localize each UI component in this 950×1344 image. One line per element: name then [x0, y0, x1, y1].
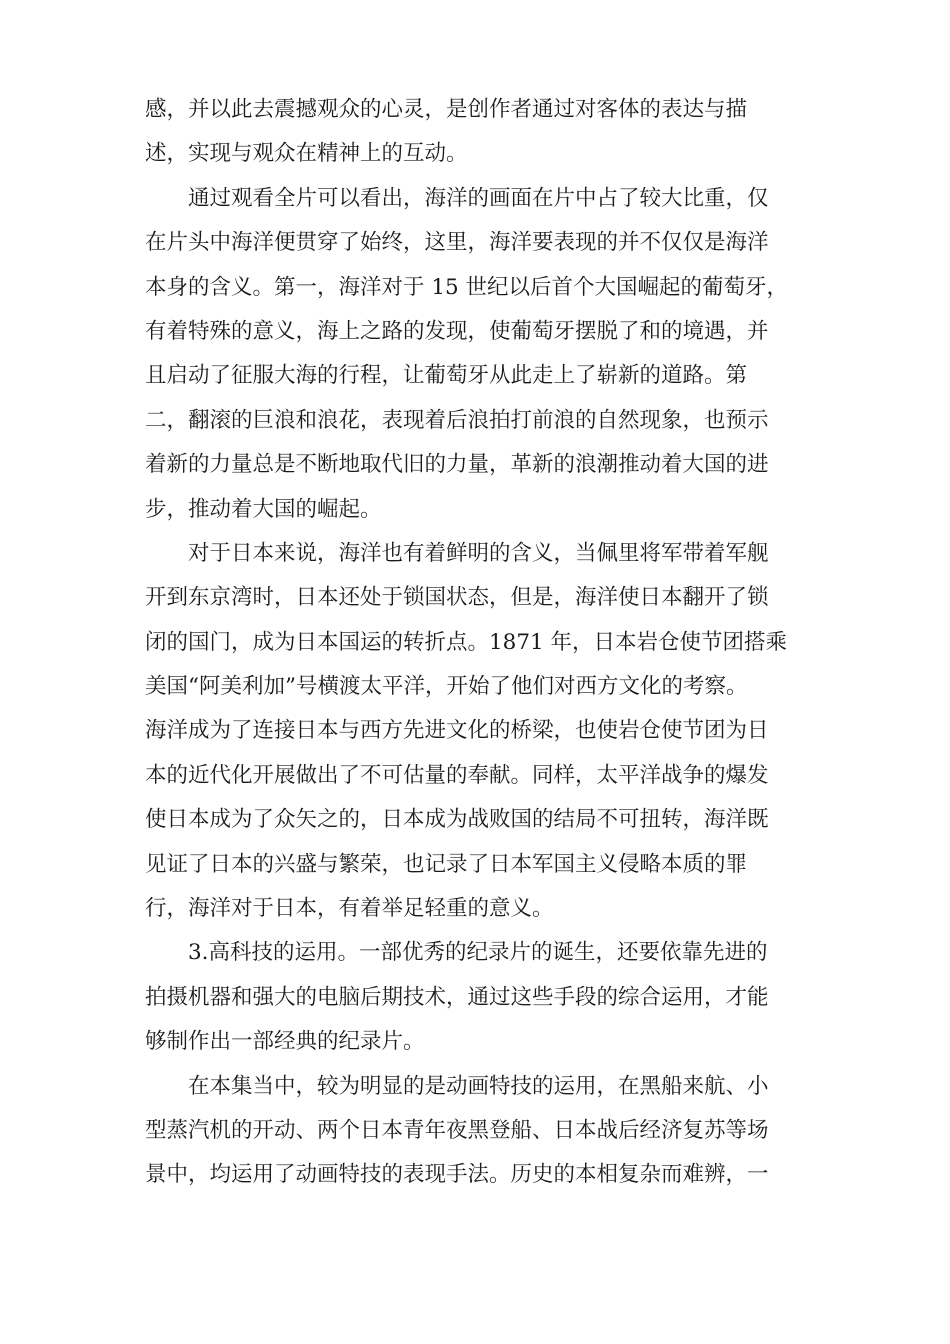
text-line: 够制作出一部经典的纪录片。: [145, 1029, 425, 1055]
text-line: 步，推动着大国的崛起。: [145, 496, 382, 522]
text-line: 对于日本来说，海洋也有着鲜明的含义，当佩里将军带着军舰: [188, 540, 769, 566]
text-line: 景中，均运用了动画特技的表现手法。历史的本相复杂而难辨，一: [145, 1162, 769, 1188]
text-line: 着新的力量总是不断地取代旧的力量，革新的浪潮推动着大国的进: [145, 452, 769, 478]
text-line: 美国“阿美利加”号横渡太平洋，开始了他们对西方文化的考察。: [145, 674, 748, 700]
paragraph-4: [145, 931, 800, 1064]
text-line: 有着特殊的意义，海上之路的发现，使葡萄牙摆脱了和的境遇，并: [145, 318, 769, 344]
text-line: 使日本成为了众矢之的，日本成为战败国的结局不可扭转，海洋既: [145, 807, 769, 833]
text-line: 且启动了征服大海的行程，让葡萄牙从此走上了崭新的道路。第: [145, 363, 748, 389]
text-line: 在片头中海洋便贯穿了始终，这里，海洋要表现的并不仅仅是海洋: [145, 230, 769, 256]
paragraph-2: [145, 177, 800, 532]
text-line: 3.高科技的运用。一部优秀的纪录片的诞生，还要依靠先进的: [188, 940, 768, 966]
body-text: [145, 88, 800, 1198]
paragraph-3: [145, 532, 800, 932]
text-line: 海洋成为了连接日本与西方先进文化的桥梁，也使岩仓使节团为日: [145, 718, 769, 744]
text-line: 通过观看全片可以看出，海洋的画面在片中占了较大比重，仅: [188, 185, 769, 211]
text-line: 本的近代化开展做出了不可估量的奉献。同样，太平洋战争的爆发: [145, 762, 769, 788]
text-line: 闭的国门，成为日本国运的转折点。1871 年，日本岩仓使节团搭乘: [145, 629, 788, 655]
text-line: 见证了日本的兴盛与繁荣，也记录了日本军国主义侵略本质的罪: [145, 851, 748, 877]
text-line: 感，并以此去震撼观众的心灵，是创作者通过对客体的表达与描: [145, 97, 748, 122]
text-line: 型蒸汽机的开动、两个日本青年夜黑登船、日本战后经济复苏等场: [145, 1117, 769, 1143]
paragraph-1: [145, 88, 800, 177]
text-line: 在本集当中，较为明显的是动画特技的运用，在黑船来航、小: [188, 1073, 769, 1099]
text-line: 拍摄机器和强大的电脑后期技术，通过这些手段的综合运用，才能: [145, 984, 769, 1010]
text-line: 二，翻滚的巨浪和浪花，表现着后浪拍打前浪的自然现象，也预示: [145, 407, 769, 433]
text-line: 述，实现与观众在精神上的互动。: [145, 141, 468, 167]
text-line: 开到东京湾时，日本还处于锁国状态，但是，海洋使日本翻开了锁: [145, 585, 769, 611]
paragraph-5: [145, 1065, 800, 1198]
text-line: 本身的含义。第一，海洋对于 15 世纪以后首个大国崛起的葡萄牙，: [145, 274, 789, 300]
text-line: 行，海洋对于日本，有着举足轻重的意义。: [145, 896, 554, 922]
